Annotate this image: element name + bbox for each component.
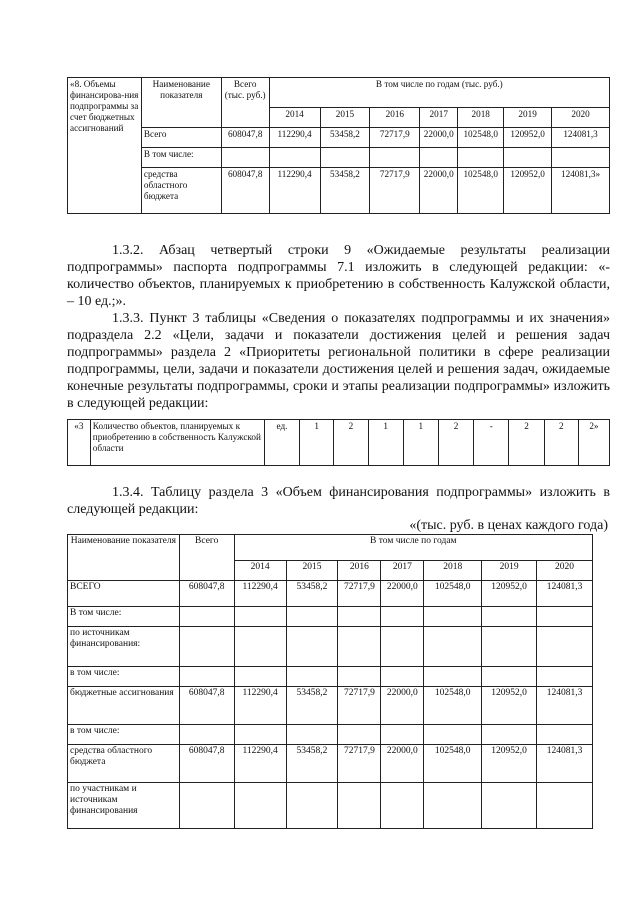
col-name-header: Наименование показателя bbox=[68, 535, 180, 581]
table-row bbox=[68, 148, 610, 168]
year-cell: 2015 bbox=[320, 108, 370, 128]
year-cell: 2014 bbox=[234, 561, 286, 581]
value-cell: 124081,3 bbox=[537, 687, 593, 725]
value-cell: 2 bbox=[438, 420, 473, 466]
value-cell: - bbox=[474, 420, 509, 466]
year-cell: 2019 bbox=[504, 108, 552, 128]
value-cell: 1 bbox=[368, 420, 403, 466]
value-cell: 120952,0 bbox=[482, 745, 537, 783]
table-row bbox=[68, 607, 593, 627]
value-cell: 112290,4 bbox=[269, 168, 320, 214]
col-total-header: Всего (тыс. руб.) bbox=[221, 78, 269, 128]
row-total: 608047,8 bbox=[179, 745, 234, 783]
col-total-header: Всего bbox=[179, 535, 234, 581]
row-name: ВСЕГО bbox=[68, 581, 180, 607]
paragraph-1-3-2 bbox=[67, 242, 610, 310]
year-cell: 2017 bbox=[420, 108, 458, 128]
row-total: 608047,8 bbox=[179, 687, 234, 725]
value-cell: 124081,3» bbox=[552, 168, 610, 214]
row-name: средства областного бюджета bbox=[68, 745, 180, 783]
value-cell: 72717,9 bbox=[370, 128, 420, 148]
row-total: 608047,8 bbox=[221, 128, 269, 148]
value-cell: 72717,9 bbox=[338, 745, 381, 783]
years-header: В том числе по годам bbox=[234, 535, 592, 561]
value-cell: 53458,2 bbox=[286, 745, 338, 783]
value-cell: 72717,9 bbox=[338, 687, 381, 725]
value-cell: 102548,0 bbox=[458, 128, 504, 148]
value-cell: 120952,0 bbox=[504, 128, 552, 148]
col-name-header: Наименование показателя bbox=[141, 78, 221, 128]
value-cell: 120952,0 bbox=[504, 168, 552, 214]
value-cell: 2 bbox=[544, 420, 578, 466]
paragraph-text: 1.3.3. Пункт 3 таблицы «Сведения о показателях подпрограммы и их значения» подраздела 2.2 «Цели, задачи и показатели достижения целей и решения задач подпрограммы» раздела 2 «Приоритеты региональной политики в сфере реализации подпрограммы, цели, задачи и показатели достижения целей и решения задач, ожидаемые конечные результаты подпрограммы, сроки и этапы реализации подпрограммы» изложить в следующей редакции: bbox=[67, 311, 610, 411]
table-row bbox=[68, 725, 593, 745]
table-row bbox=[68, 420, 610, 466]
row-name: Всего bbox=[141, 128, 221, 148]
value-cell: 22000,0 bbox=[381, 687, 424, 725]
value-cell: 2 bbox=[334, 420, 368, 466]
value-cell: 124081,3 bbox=[537, 745, 593, 783]
value-cell: 22000,0 bbox=[420, 168, 458, 214]
row-name: В том числе: bbox=[141, 148, 221, 168]
year-cell: 2014 bbox=[269, 108, 320, 128]
value-cell: 53458,2 bbox=[320, 168, 370, 214]
value-cell: 53458,2 bbox=[286, 687, 338, 725]
value-cell: 102548,0 bbox=[424, 581, 482, 607]
value-cell: 112290,4 bbox=[269, 128, 320, 148]
row-name: в том числе: bbox=[68, 667, 180, 687]
year-cell: 2015 bbox=[286, 561, 338, 581]
row-total: 608047,8 bbox=[221, 168, 269, 214]
year-cell: 2017 bbox=[381, 561, 424, 581]
row-name: В том числе: bbox=[68, 607, 180, 627]
value-cell: 53458,2 bbox=[320, 128, 370, 148]
value-cell: 22000,0 bbox=[381, 581, 424, 607]
table-row bbox=[68, 627, 593, 667]
row-total: 608047,8 bbox=[179, 581, 234, 607]
row-label: «8. Объемы финансирова-ния подпрограммы за счет бюджетных ассигнований bbox=[68, 78, 142, 214]
table-row bbox=[68, 168, 610, 214]
year-cell: 2016 bbox=[370, 108, 420, 128]
value-cell: 22000,0 bbox=[420, 128, 458, 148]
indicator-name: Количество объектов, планируемых к приобретению в собственность Калужской области bbox=[90, 420, 264, 466]
value-cell: 124081,3 bbox=[552, 128, 610, 148]
financing-table-short bbox=[67, 77, 610, 214]
paragraph-1-3-4 bbox=[67, 484, 610, 518]
table-row bbox=[68, 783, 593, 829]
year-cell: 2018 bbox=[424, 561, 482, 581]
row-name: в том числе: bbox=[68, 725, 180, 745]
financing-table-full bbox=[67, 534, 593, 829]
row-number: «3 bbox=[68, 420, 91, 466]
paragraph-1-3-3 bbox=[67, 310, 610, 412]
value-cell: 112290,4 bbox=[234, 745, 286, 783]
indicator-table bbox=[67, 419, 610, 466]
value-cell: 72717,9 bbox=[338, 581, 381, 607]
year-cell: 2019 bbox=[482, 561, 537, 581]
value-cell: 112290,4 bbox=[234, 581, 286, 607]
years-header: В том числе по годам (тыс. руб.) bbox=[269, 78, 609, 108]
table-row bbox=[68, 581, 593, 607]
value-cell: 120952,0 bbox=[482, 687, 537, 725]
row-name: бюджетные ассигнования bbox=[68, 687, 180, 725]
value-cell: 1 bbox=[403, 420, 438, 466]
unit-cell: ед. bbox=[264, 420, 299, 466]
value-cell: 53458,2 bbox=[286, 581, 338, 607]
table-row bbox=[68, 667, 593, 687]
value-cell: 124081,3 bbox=[537, 581, 593, 607]
value-cell: 112290,4 bbox=[234, 687, 286, 725]
table-row bbox=[68, 687, 593, 725]
value-cell: 2 bbox=[509, 420, 544, 466]
row-name: средства областного бюджета bbox=[141, 168, 221, 214]
paragraph-text: 1.3.2. Абзац четвертый строки 9 «Ожидаемые результаты реализации подпрограммы» паспорта подпрограммы 7.1 изложить в следующей редакции: bbox=[67, 243, 610, 275]
table-row bbox=[68, 128, 610, 148]
paragraph-text: 1.3.4. Таблицу раздела 3 «Объем финансирования подпрограммы» изложить в следующей редакции: bbox=[67, 485, 610, 517]
value-cell: 102548,0 bbox=[424, 745, 482, 783]
value-cell: 2» bbox=[578, 420, 609, 466]
row-name: по источникам финансирования: bbox=[68, 627, 180, 667]
value-cell: 120952,0 bbox=[482, 581, 537, 607]
year-cell: 2020 bbox=[537, 561, 593, 581]
year-cell: 2016 bbox=[338, 561, 381, 581]
value-cell: 1 bbox=[300, 420, 334, 466]
row-name: по участникам и источникам финансирования bbox=[68, 783, 180, 829]
value-cell: 102548,0 bbox=[458, 168, 504, 214]
table-row bbox=[68, 745, 593, 783]
value-cell: 72717,9 bbox=[370, 168, 420, 214]
year-cell: 2020 bbox=[552, 108, 610, 128]
table-caption: «(тыс. руб. в ценах каждого года) bbox=[409, 518, 608, 533]
year-cell: 2018 bbox=[458, 108, 504, 128]
value-cell: 102548,0 bbox=[424, 687, 482, 725]
paragraph-text: «- количество объектов, планируемых к приобретению в собственность Калужской области, – 10 ед.;». bbox=[67, 260, 610, 309]
value-cell: 22000,0 bbox=[381, 745, 424, 783]
